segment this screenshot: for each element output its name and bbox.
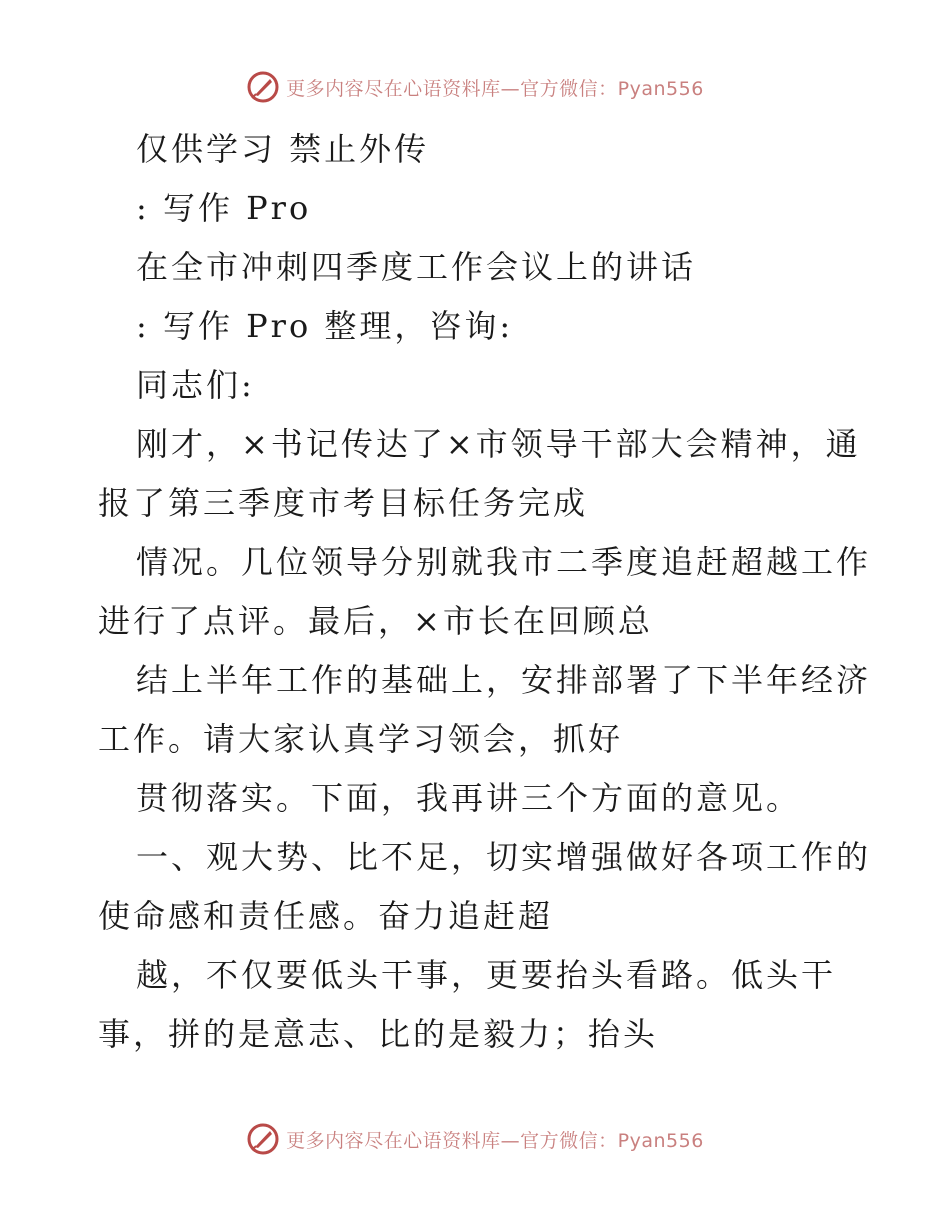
doc-line-11: 工作。请大家认真学习领会，抓好 <box>98 720 624 758</box>
doc-line-8: 情况。几位领导分别就我市二季度追赶超越工作 <box>136 543 872 581</box>
footer-watermark <box>0 1122 950 1156</box>
doc-line-2: : 写作 Pro <box>136 189 312 227</box>
quill-logo-icon <box>246 70 280 104</box>
doc-line-10: 结上半年工作的基础上，安排部署了下半年经济 <box>136 661 872 699</box>
doc-line-6: 刚才，×书记传达了×市领导干部大会精神，通 <box>136 425 861 463</box>
doc-salutation: 同志们: <box>136 366 255 404</box>
doc-line-7: 报了第三季度市考目标任务完成 <box>98 484 589 522</box>
doc-line-15: 越，不仅要低头干事，更要抬头看路。低头干 <box>136 956 837 994</box>
watermark-text: 更多内容尽在心语资料库—官方微信：Pyan556 <box>286 1129 704 1152</box>
doc-line-16: 事，拼的是意志、比的是毅力；抬头 <box>98 1015 659 1053</box>
quill-logo-icon <box>246 1122 280 1156</box>
doc-line-1: 仅供学习 禁止外传 <box>136 130 430 168</box>
doc-title: 在全市冲刺四季度工作会议上的讲话 <box>136 248 697 286</box>
watermark-text: 更多内容尽在心语资料库—官方微信：Pyan556 <box>286 77 704 100</box>
header-watermark <box>0 70 950 104</box>
doc-line-4: : 写作 Pro 整理，咨询: <box>136 307 514 345</box>
doc-section-heading: 一、观大势、比不足，切实增强做好各项工作的 <box>136 838 872 876</box>
document-body <box>98 120 872 1064</box>
doc-line-9: 进行了点评。最后，×市长在回顾总 <box>98 602 653 640</box>
doc-line-12: 贯彻落实。下面，我再讲三个方面的意见。 <box>136 779 802 817</box>
doc-line-14: 使命感和责任感。奋力追赶超 <box>98 897 554 935</box>
